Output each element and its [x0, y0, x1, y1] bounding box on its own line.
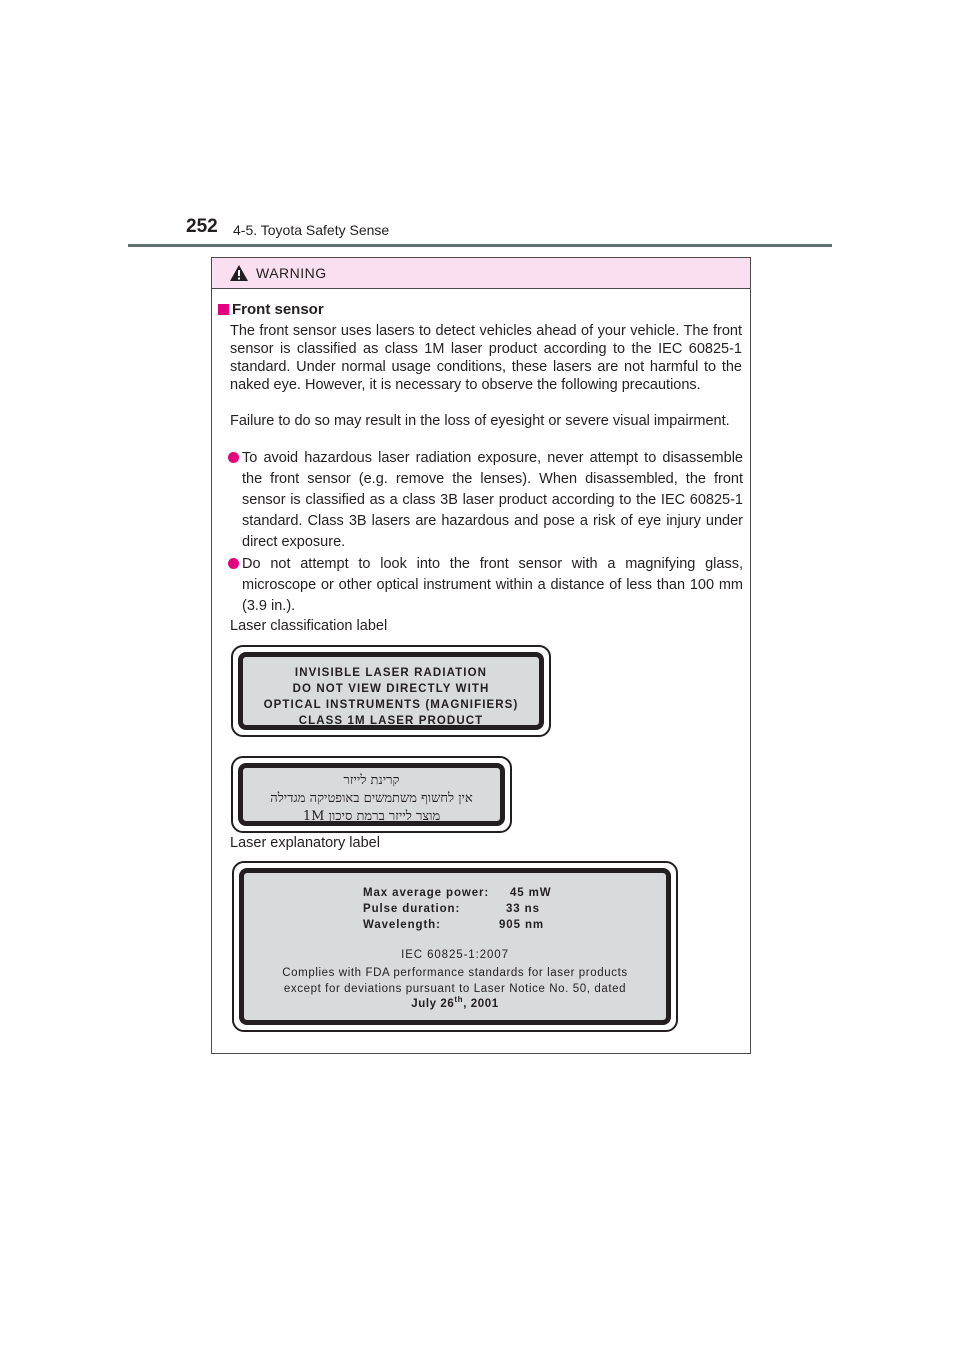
compliance-line: Complies with FDA performance standards for laser products: [282, 967, 628, 979]
classification-line: DO NOT VIEW DIRECTLY WITH: [292, 683, 490, 695]
paragraph-intro: The front sensor uses lasers to detect vehicles ahead of your vehicle. The front sensor is classified as class 1M laser product according to the IEC 60825-1 standard. Under normal usage conditions, these lasers are not harmful to the naked eye. However, it is necessary to observe the following precautions.: [230, 323, 742, 393]
classification-line: CLASS 1M LASER PRODUCT: [298, 715, 484, 727]
hebrew-text: [243, 772, 500, 826]
label-plate: [238, 763, 505, 826]
compliance-line: except for deviations pursuant to Laser Notice No. 50, dated: [283, 983, 627, 995]
date-prefix: July 26: [411, 997, 455, 1010]
pulse-duration-label: Pulse duration:: [363, 903, 461, 915]
subheading-front-sensor: Front sensor: [232, 301, 324, 318]
bullet-dot-icon: [228, 452, 239, 463]
label-plate: [238, 652, 544, 730]
classification-text: [243, 665, 539, 729]
bullet-optical-instrument: Do not attempt to look into the front sensor with a magnifying glass, microscope or other optical instrument within a distance of less than 100 mm (3.9 in.).: [242, 556, 743, 614]
hebrew-classification-label: [231, 756, 512, 833]
laser-explanatory-label: [232, 861, 678, 1032]
hebrew-line: מוצר לייזר ברמת סיכון 1M: [302, 809, 441, 824]
max-power-label: Max average power:: [363, 887, 490, 899]
hebrew-line: קרינת לייזר: [343, 773, 400, 788]
bullet-disassemble: To avoid hazardous laser radiation exposure, never attempt to disassemble the front sensor (e.g. remove the lenses). When disassembled, the front sensor is classified as a class 3B laser product according to the IEC 60825-1 standard. Class 3B lasers are hazardous and pose a risk of eye injury under direct exposure.: [242, 450, 743, 550]
hebrew-line: אין לחשוף משתמשים באופטיקה מגדילה: [270, 791, 473, 806]
caption-classification-label: Laser classification label: [230, 618, 388, 634]
pulse-duration-value: 33 ns: [506, 903, 540, 915]
date-superscript: th: [454, 995, 464, 1004]
warning-title: WARNING: [256, 265, 327, 281]
fda-compliance-text: [244, 965, 666, 997]
header-rule: [128, 244, 832, 247]
iec-standard: IEC 60825-1:2007: [401, 949, 509, 961]
page-number: 252: [186, 216, 218, 237]
date-suffix: , 2001: [463, 997, 499, 1010]
compliance-date: [244, 995, 666, 1010]
classification-line: OPTICAL INSTRUMENTS (MAGNIFIERS): [263, 699, 519, 711]
label-plate: [239, 868, 671, 1025]
classification-line: INVISIBLE LASER RADIATION: [294, 667, 488, 679]
square-bullet-icon: [218, 304, 229, 315]
max-power-value: 45 mW: [510, 887, 552, 899]
laser-classification-label: [231, 645, 551, 737]
wavelength-value: 905 nm: [499, 919, 545, 931]
caption-explanatory-label: Laser explanatory label: [230, 835, 380, 851]
warning-header: [212, 258, 750, 289]
section-title: 4-5. Toyota Safety Sense: [233, 222, 390, 238]
paragraph-failure: Failure to do so may result in the loss of eyesight or severe visual impairment.: [230, 413, 730, 429]
warning-triangle-icon: [229, 264, 249, 282]
wavelength-label: Wavelength:: [363, 919, 441, 931]
bullet-dot-icon: [228, 558, 239, 569]
